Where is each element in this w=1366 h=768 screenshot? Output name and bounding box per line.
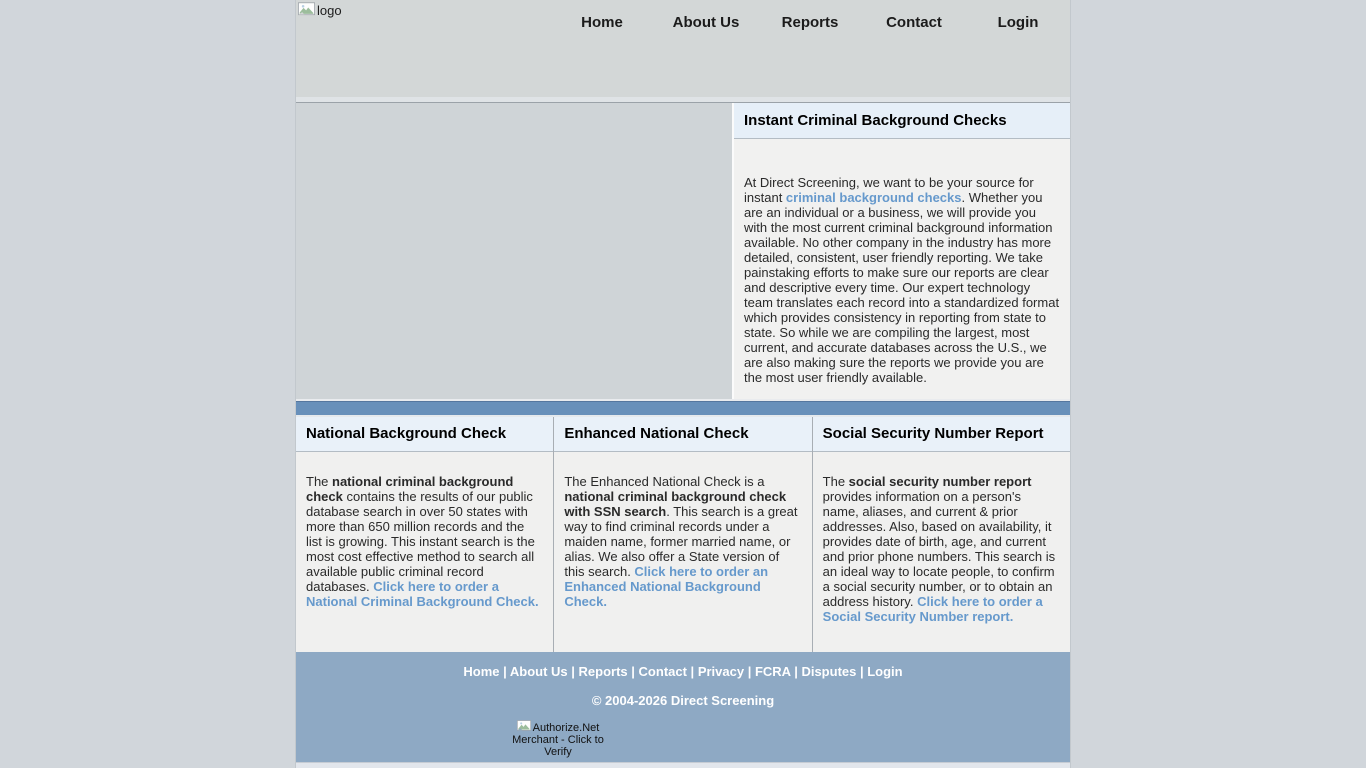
- footer-link-about-us[interactable]: About Us: [509, 664, 568, 679]
- ssn-report-title: Social Security Number Report: [822, 425, 1044, 442]
- text-part: . This search is a great way to find criminal records under a maiden name, former married name, or alias. We also offer a State version of this search.: [564, 504, 798, 579]
- ssn-report-section: [812, 417, 1070, 652]
- footer-link-reports[interactable]: Reports: [578, 664, 628, 679]
- enhanced-national-check-title: Enhanced National Check: [564, 425, 749, 442]
- footer-link-separator: |: [499, 664, 510, 679]
- ssn-report-paragraph: [823, 474, 1060, 624]
- footer-link-separator: |: [627, 664, 639, 679]
- ssn-report-header: [813, 417, 1070, 452]
- bottom-strip: [296, 762, 1070, 768]
- national-background-check-body: [296, 452, 553, 652]
- enhanced-national-check-header: [554, 417, 811, 452]
- hero-image-placeholder: [296, 103, 732, 399]
- footer-link-separator: |: [744, 664, 755, 679]
- footer-link-disputes[interactable]: Disputes: [801, 664, 857, 679]
- site-logo-broken-image[interactable]: [298, 2, 342, 23]
- footer-link-separator: |: [790, 664, 802, 679]
- order-national-check-link[interactable]: Click here to order a National Criminal Background Check.: [306, 579, 539, 609]
- intro-paragraph: [744, 175, 1060, 385]
- logo-alt-text: logo: [317, 3, 342, 18]
- badge-alt-text: Authorize.Net Merchant - Click to Verify: [512, 722, 604, 758]
- footer-link-separator: |: [686, 664, 698, 679]
- footer-links: [296, 664, 1070, 679]
- footer-link-separator: |: [567, 664, 579, 679]
- nav-item-about-us[interactable]: About Us: [672, 14, 740, 31]
- footer-link-fcra[interactable]: FCRA: [754, 664, 791, 679]
- criminal-background-checks-link[interactable]: criminal background checks: [785, 190, 962, 205]
- national-background-check-paragraph: [306, 474, 543, 609]
- text-bold: national criminal background check: [306, 474, 514, 504]
- order-enhanced-check-link[interactable]: Click here to order an Enhanced National Background Check.: [564, 564, 769, 609]
- national-background-check-header: [296, 417, 553, 452]
- footer-link-home[interactable]: Home: [463, 664, 500, 679]
- nav-item-reports[interactable]: Reports: [781, 14, 839, 31]
- text-part: The Enhanced National Check is a: [564, 474, 765, 489]
- text-part: The: [822, 474, 849, 489]
- broken-image-icon: [517, 722, 533, 734]
- page-container: [295, 0, 1071, 768]
- nav-item-contact[interactable]: Contact: [886, 14, 942, 31]
- intro-panel-title: Instant Criminal Background Checks: [744, 112, 1007, 129]
- order-ssn-report-link[interactable]: Click here to order a Social Security Number report.: [822, 594, 1043, 624]
- footer-link-separator: |: [856, 664, 868, 679]
- blue-divider-bar: [296, 401, 1070, 415]
- broken-image-icon: [298, 2, 315, 23]
- national-background-check-title: National Background Check: [306, 425, 507, 442]
- text-part: The: [306, 474, 333, 489]
- enhanced-national-check-paragraph: [564, 474, 801, 609]
- nav-item-home[interactable]: Home: [581, 14, 623, 31]
- intro-panel-header: [734, 103, 1070, 139]
- text-bold: national criminal background check with SSN search: [564, 489, 787, 519]
- enhanced-national-check-section: [553, 417, 811, 652]
- main-content-row: [296, 102, 1070, 401]
- intro-panel: [732, 103, 1070, 399]
- site-header: [296, 0, 1070, 97]
- footer-link-privacy[interactable]: Privacy: [697, 664, 745, 679]
- product-columns: [296, 415, 1070, 652]
- main-nav: [550, 14, 1070, 31]
- nav-item-login[interactable]: Login: [997, 14, 1039, 31]
- site-footer: [296, 652, 1070, 762]
- text-part: contains the results of our public database search in over 50 states with more than 650 million records and the list is growing. This instant search is the most cost effective method to search all available public criminal record databases.: [306, 489, 535, 594]
- authorize-net-badge[interactable]: [508, 720, 608, 758]
- enhanced-national-check-body: [554, 452, 811, 652]
- footer-link-contact[interactable]: Contact: [638, 664, 687, 679]
- text-part: provides information on a person's name, aliases, and current & prior addresses. Also, based on availability, it provides date of birth, age, and current and prior phone numbers. This search is an ideal way to locate people, to confirm a social security number, or to obtain an address history.: [822, 489, 1056, 609]
- text-bold: social security number report: [848, 474, 1032, 489]
- footer-copyright: © 2004-2026 Direct Screening: [591, 693, 775, 708]
- ssn-report-body: [813, 452, 1070, 652]
- footer-link-login[interactable]: Login: [867, 664, 903, 679]
- intro-panel-body: [734, 139, 1070, 395]
- national-background-check-section: [296, 417, 553, 652]
- intro-text-part-2: . Whether you are an individual or a business, we will provide you with the most current criminal background information available. No other company in the industry has more detailed, consistent, user friendly reporting. We take painstaking efforts to make sure our reports are clear and descriptive every time. Our expert technology team translates each record into a standardized format which provides consistency in reporting from state to state. So while we are compiling the largest, most current, and accurate databases across the U.S., we are also making sure the reports we provide you are the most user friendly available.: [744, 190, 1060, 385]
- intro-text-part-1: At Direct Screening, we want to be your source for instant: [744, 175, 1034, 205]
